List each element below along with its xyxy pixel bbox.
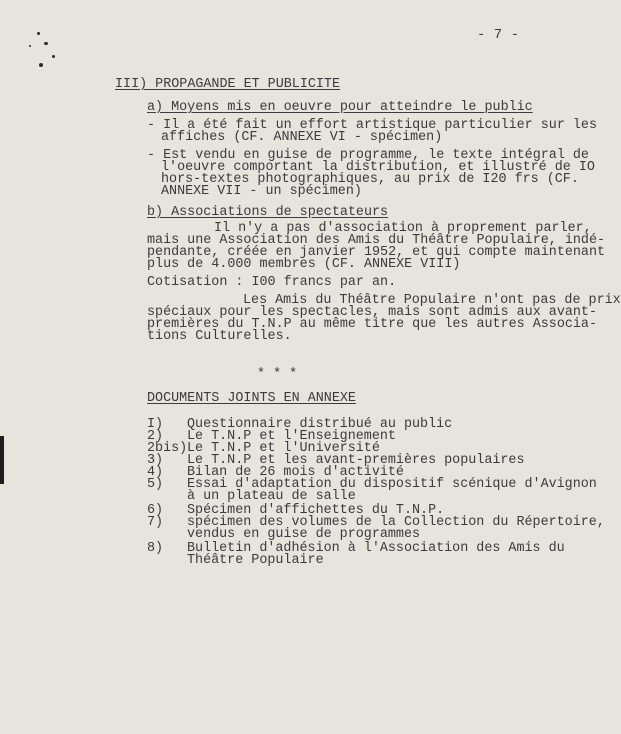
subsection-b-heading: b) Associations de spectateurs [147,205,389,220]
ink-speck [52,55,55,58]
subsection-b-para1-line1: Il n'y a pas d'association à proprement parler, [214,221,592,236]
section-separator: * * * [257,367,298,382]
doc-item-text: Bulletin d'adhésion à l'Association des Amis du [187,541,565,556]
subsection-b-para1-line4: plus de 4.000 membres (CF. ANNEXE VIII) [147,257,461,272]
subsection-b-para1-line3: pendante, créée en janvier 1952, et qui compte maintenant [147,245,606,260]
doc-item-number: 4) [147,465,164,480]
subsection-a-item1-line2: affiches (CF. ANNEXE VI - spécimen) [161,130,443,145]
subsection-b-para2-line1: Les Amis du Théâtre Populaire n'ont pas de prix [243,293,621,308]
subsection-a-item1-line1: - Il a été fait un effort artistique particulier sur les [147,118,597,133]
doc-item-text: Le T.N.P et l'Enseignement [187,429,396,444]
doc-item-number: 5) [147,477,164,492]
ink-speck [29,45,31,47]
binding-mark [0,436,4,484]
doc-item-number: I) [147,417,164,432]
doc-item-number: 8) [147,541,164,556]
doc-item-number: 3) [147,453,164,468]
doc-item-text: spécimen des volumes de la Collection du Répertoire, [187,515,605,530]
doc-item-text-continued: à un plateau de salle [187,489,356,504]
subsection-a-item2-line4: ANNEXE VII - un spécimen) [161,184,362,199]
doc-item-text: Le T.N.P et l'Université [187,441,380,456]
doc-item-text-continued: Théâtre Populaire [187,553,324,568]
subsection-b-para2-line2: spéciaux pour les spectacles, mais sont admis aux avant- [147,305,597,320]
ink-speck [44,42,48,45]
subsection-b-para1-line2: mais une Association des Amis du Théâtre Populaire, indé- [147,233,606,248]
doc-item-text: Le T.N.P et les avant-premières populaires [187,453,525,468]
subsection-a-item2-line1: - Est vendu en guise de programme, le texte intégral de [147,148,589,163]
ink-speck [37,32,40,35]
doc-item-number: 6) [147,503,164,518]
cotisation-line: Cotisation : I00 francs par an. [147,275,397,290]
doc-item-number: 7) [147,515,164,530]
doc-item-text: Questionnaire distribué au public [187,417,453,432]
section-heading: III) PROPAGANDE ET PUBLICITE [115,77,340,92]
subsection-b-para2-line3: premières du T.N.P au même titre que les autres Associa- [147,317,597,332]
page-number: - 7 - [477,27,520,43]
ink-speck [39,63,43,67]
doc-item-number: 2bis) [147,441,188,456]
subsection-a-item2-line3: hors-textes photographiques, au prix de I20 frs (CF. [161,172,579,187]
doc-item-text: Spécimen d'affichettes du T.N.P. [187,503,445,518]
documents-heading: DOCUMENTS JOINTS EN ANNEXE [147,391,356,406]
doc-item-text: Essai d'adaptation du dispositif scénique d'Avignon [187,477,597,492]
doc-item-text-continued: vendus en guise de programmes [187,527,421,542]
doc-item-text: Bilan de 26 mois d'activité [187,465,404,480]
subsection-b-para2-line4: tions Culturelles. [147,329,292,344]
subsection-a-item2-line2: l'oeuvre comportant la distribution, et illustré de IO [161,160,595,175]
subsection-a-heading: a) Moyens mis en oeuvre pour atteindre le public [147,100,533,115]
doc-item-number: 2) [147,429,164,444]
